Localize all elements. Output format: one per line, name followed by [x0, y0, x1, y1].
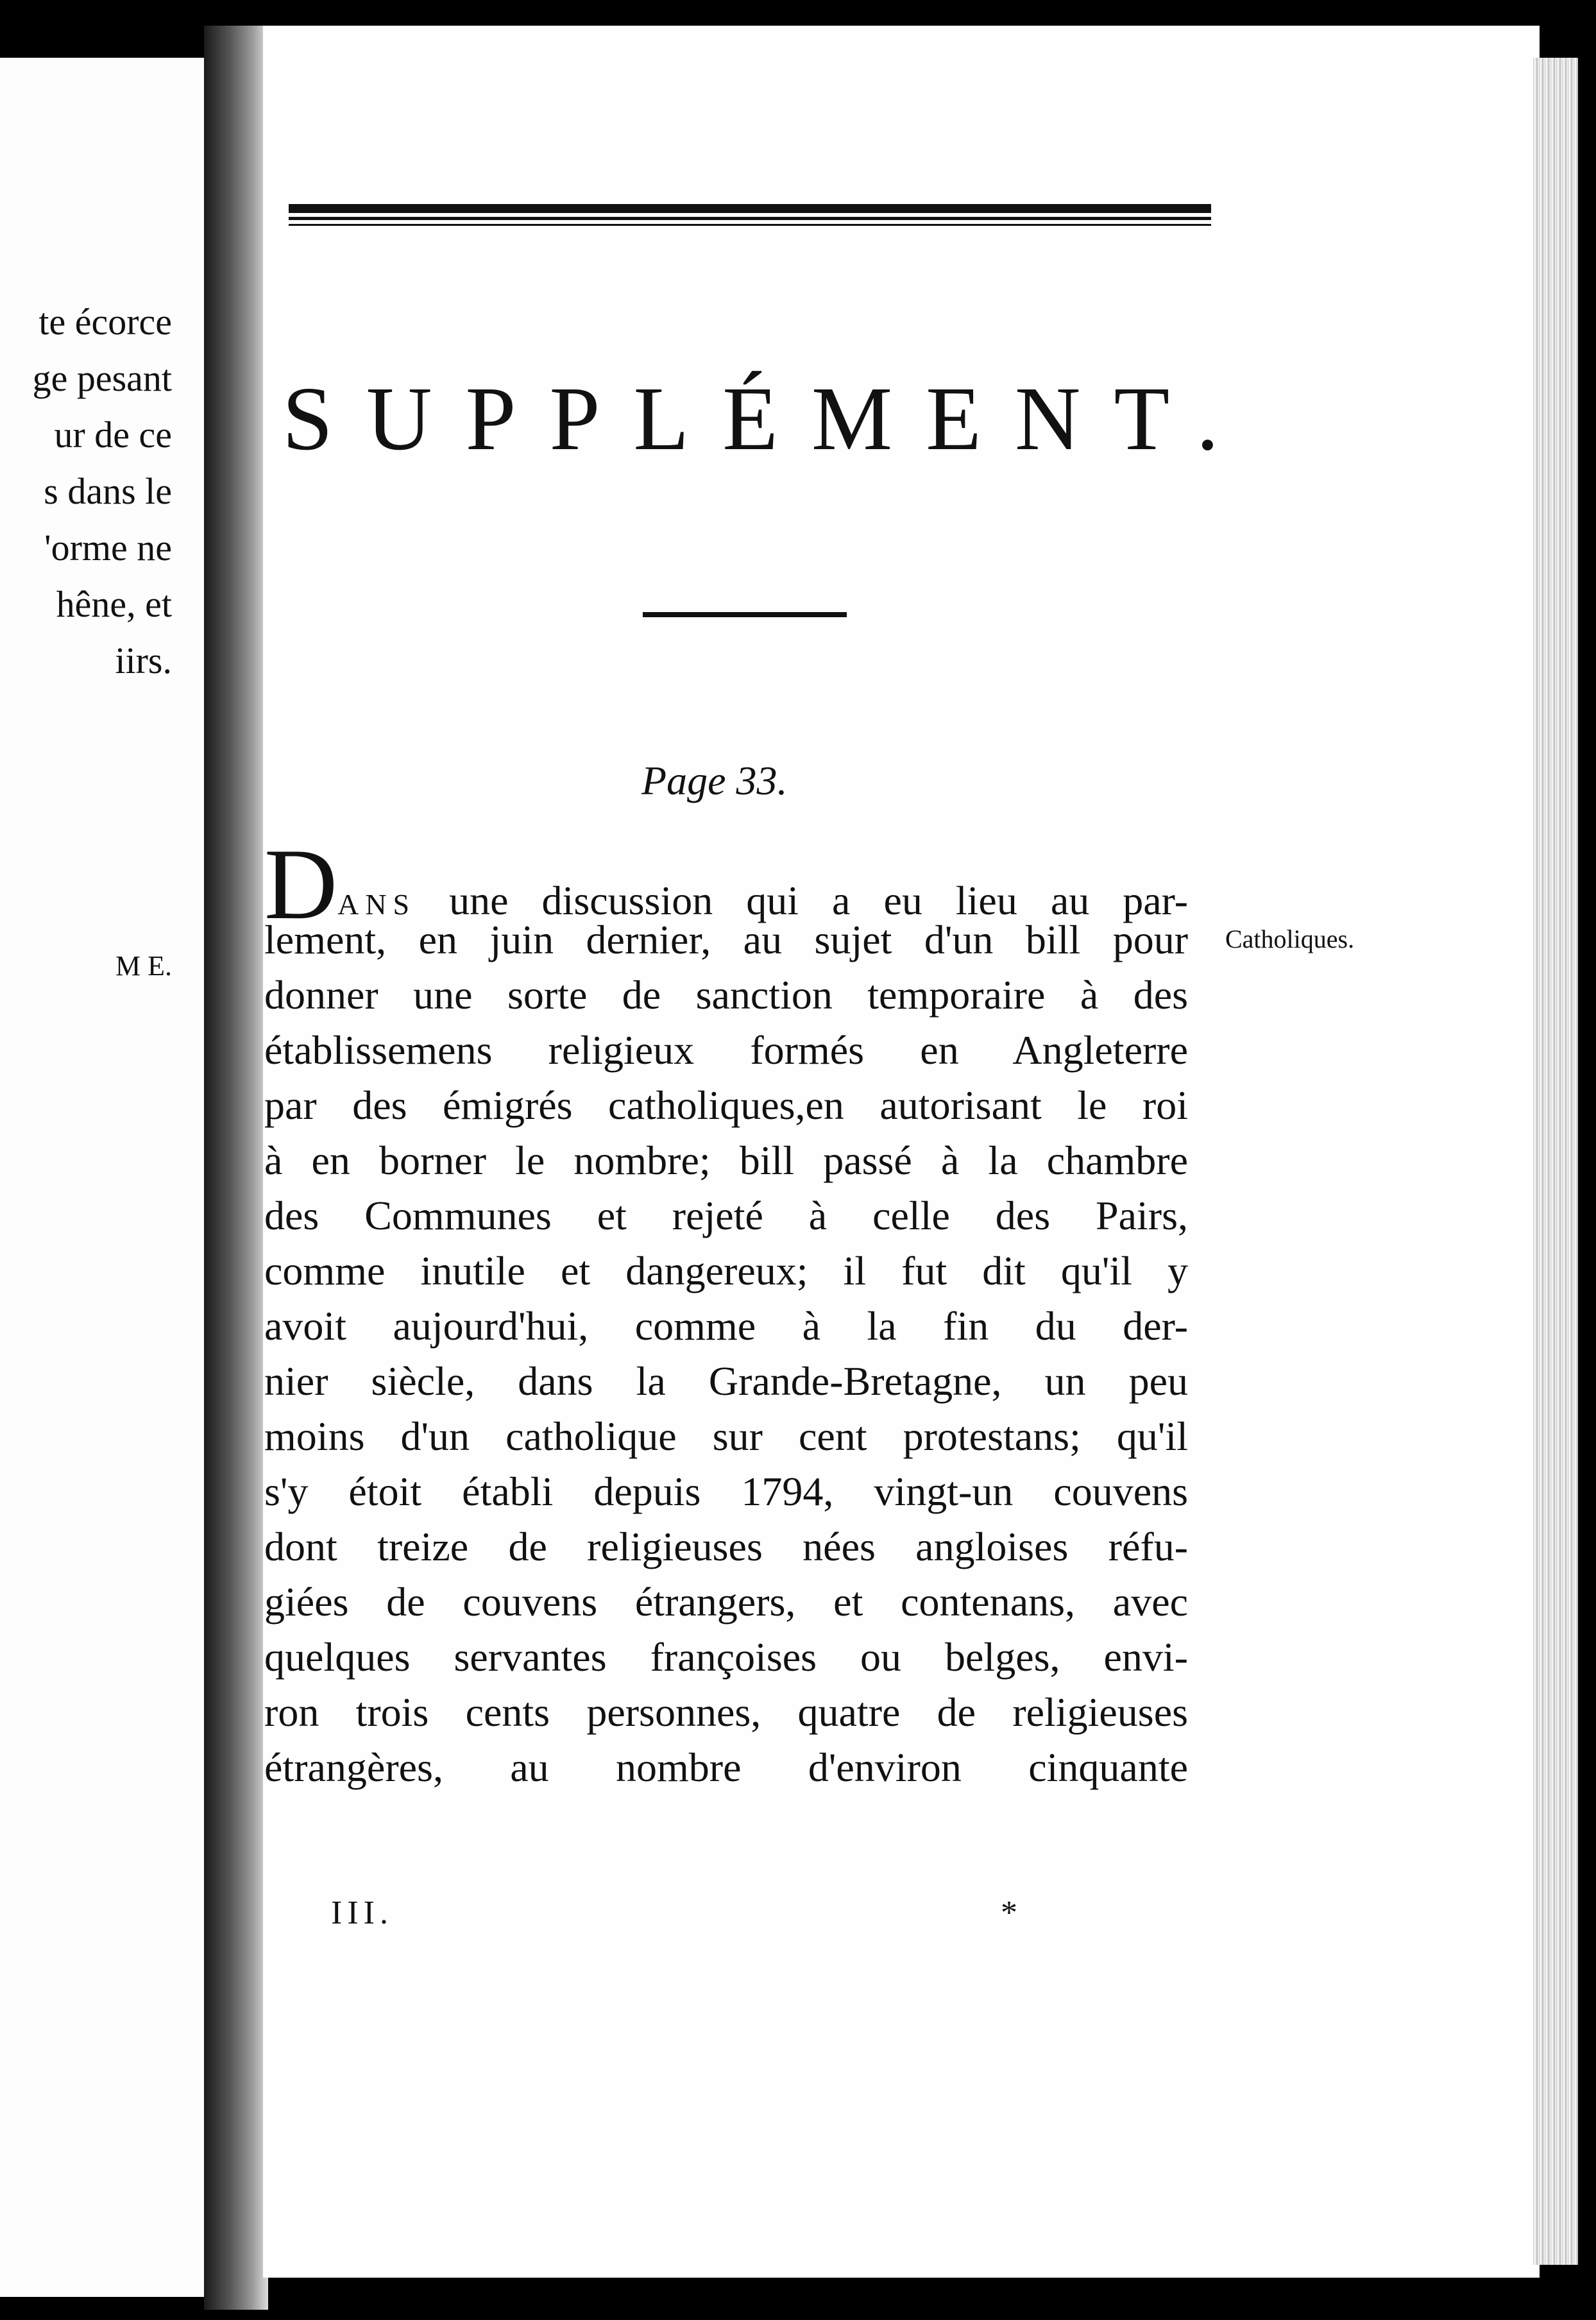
- catch-mark: *: [1001, 1895, 1017, 1931]
- page-reference: Page 33.: [641, 758, 788, 803]
- page-title: SUPPLÉMENT.: [282, 368, 1253, 469]
- title-underline: [643, 612, 847, 617]
- body-line: donner une sorte de sanction temporaire à des: [264, 972, 1188, 1018]
- body-line: établissemens religieux formés en Angleterre: [264, 1027, 1188, 1073]
- rule-bar: [289, 217, 1211, 220]
- body-line: moins d'un catholique sur cent protestans; qu'il: [264, 1413, 1188, 1459]
- rule-bar: [289, 224, 1211, 226]
- ornamental-rule: [289, 204, 1211, 230]
- first-line-text: une discussion qui a eu lieu au par-: [416, 878, 1188, 923]
- left-page-line: te écorce: [38, 301, 172, 343]
- body-line: étrangères, au nombre d'environ cinquante: [264, 1744, 1188, 1790]
- marginal-note: Catholiques.: [1225, 925, 1355, 953]
- body-line: avoit aujourd'hui, comme à la fin du der-: [264, 1303, 1188, 1349]
- body-line: s'y étoit établi depuis 1794, vingt-un couvens: [264, 1469, 1188, 1514]
- body-line: dont treize de religieuses nées angloises réfu-: [264, 1524, 1188, 1569]
- body-line: à en borner le nombre; bill passé à la chambre: [264, 1138, 1188, 1183]
- left-page-line: hêne, et: [56, 583, 172, 625]
- body-line: nier siècle, dans la Grande-Bretagne, un peu: [264, 1358, 1188, 1404]
- left-facing-page: [0, 58, 204, 2297]
- body-text: [264, 828, 1188, 1795]
- left-page-line: s dans le: [44, 470, 172, 512]
- body-line: par des émigrés catholiques,en autorisant le roi: [264, 1082, 1188, 1128]
- small-caps-word: ANS: [337, 888, 416, 921]
- drop-cap: D: [264, 828, 338, 941]
- body-line: ron trois cents personnes, quatre de religieuses: [264, 1689, 1188, 1735]
- page-edges: [1533, 58, 1578, 2265]
- body-line: lement, en juin dernier, au sujet d'un bill pour: [264, 917, 1188, 962]
- left-page-line: 'orme ne: [44, 527, 172, 568]
- left-page-line: iirs.: [115, 640, 172, 681]
- body-line: giées de couvens étrangers, et contenans, avec: [264, 1579, 1188, 1625]
- left-page-line: ur de ce: [54, 414, 172, 456]
- body-line: quelques servantes françoises ou belges, envi-: [264, 1634, 1188, 1680]
- left-page-line: M E.: [115, 950, 172, 982]
- signature-mark: III.: [331, 1895, 393, 1931]
- body-line: des Communes et rejeté à celle des Pairs,: [264, 1193, 1188, 1238]
- left-page-line: ge pesant: [32, 357, 172, 399]
- book-gutter: [204, 26, 268, 2310]
- body-line: comme inutile et dangereux; il fut dit qu'il y: [264, 1248, 1188, 1293]
- rule-bar: [289, 204, 1211, 213]
